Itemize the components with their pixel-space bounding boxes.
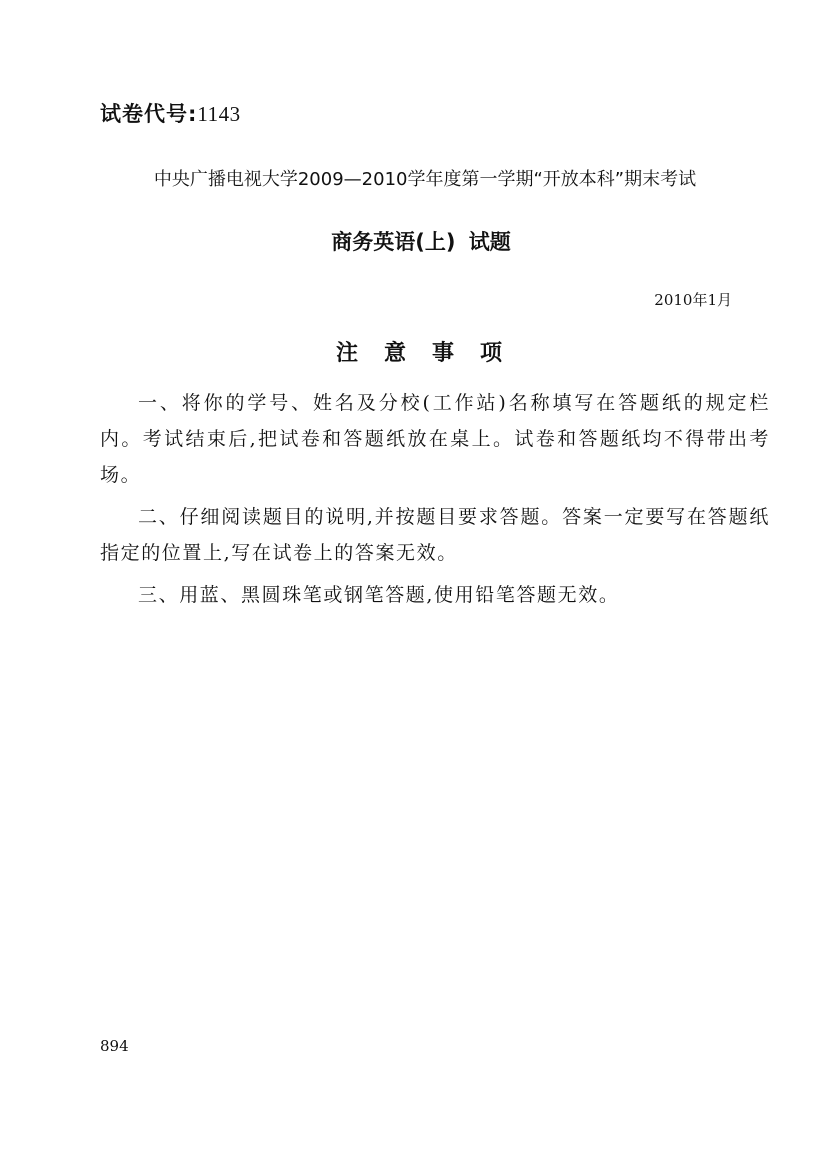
exam-title: 商务英语(上) 试题 bbox=[331, 230, 511, 254]
paper-code-value: 1143 bbox=[197, 102, 241, 126]
page-number: 894 bbox=[100, 1037, 129, 1055]
exam-date: 2010年1月 bbox=[654, 291, 732, 309]
exam-header: 中央广播电视大学2009—2010学年度第一学期“开放本科”期末考试 bbox=[153, 169, 697, 190]
notice-body bbox=[100, 385, 770, 619]
notice-item-3: 三、用蓝、黑圆珠笔或钢笔答题,使用铅笔答题无效。 bbox=[138, 584, 620, 606]
notice-item-1: 一、将你的学号、姓名及分校(工作站)名称填写在答题纸的规定栏内。考试结束后,把试卷和答题纸放在桌上。试卷和答题纸均不得带出考场。 bbox=[100, 392, 770, 486]
paper-code bbox=[100, 98, 241, 128]
notice-item-2: 二、仔细阅读题目的说明,并按题目要求答题。答案一定要写在答题纸指定的位置上,写在试卷上的答案无效。 bbox=[100, 506, 770, 564]
paper-code-label: 试卷代号: bbox=[100, 102, 198, 126]
notice-heading: 注意事项 bbox=[335, 341, 528, 366]
